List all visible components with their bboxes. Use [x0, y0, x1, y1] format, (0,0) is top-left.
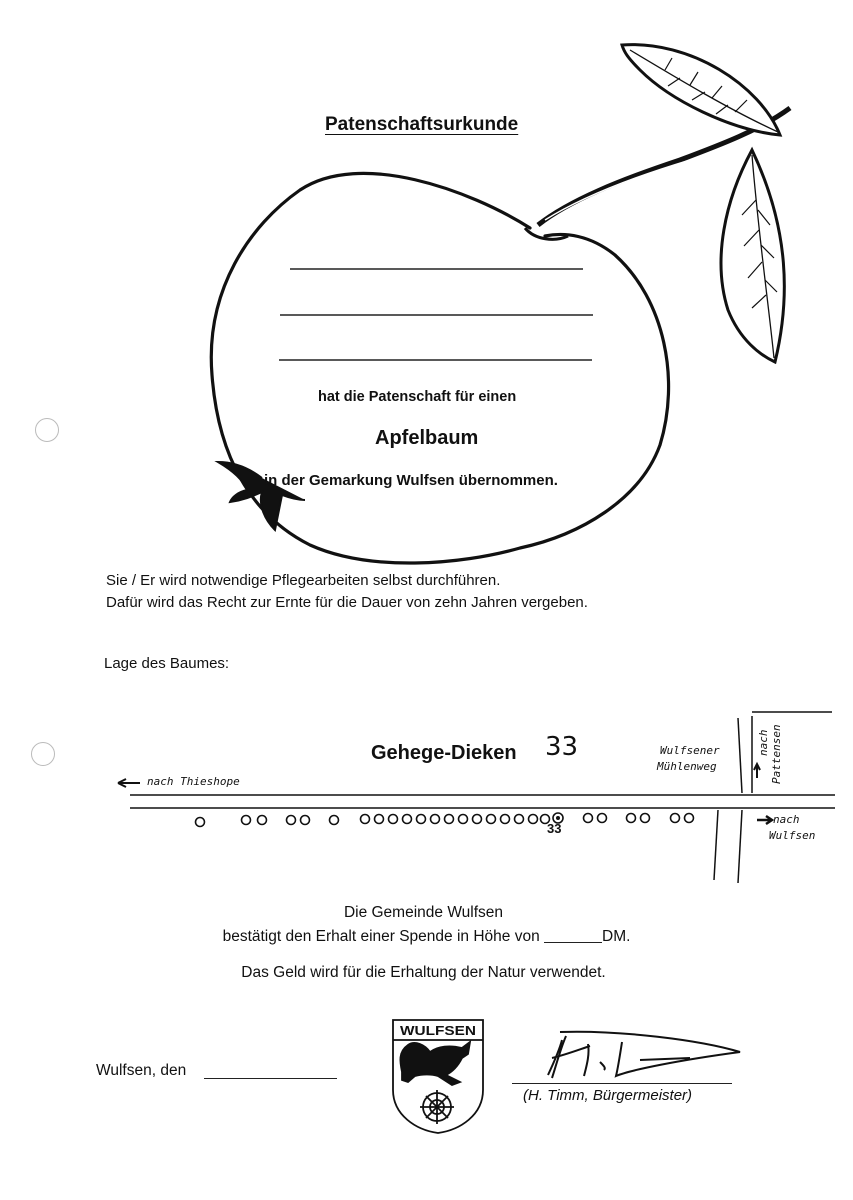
- currency: DM.: [602, 928, 631, 945]
- district-line: in der Gemarkung Wulfsen übernommen.: [264, 472, 558, 489]
- signature: [548, 1032, 740, 1078]
- location-map: [118, 712, 835, 883]
- signatory-name: (H. Timm, Bürgermeister): [523, 1087, 693, 1104]
- punch-hole-top: [35, 418, 59, 442]
- tree-number-handwritten: 33: [545, 732, 579, 762]
- tree-type: Apfelbaum: [375, 427, 479, 449]
- label-nach-wulfsen-2: Wulfsen: [769, 829, 816, 842]
- date-blank[interactable]: [204, 1078, 337, 1079]
- certificate-title: Patenschaftsurkunde: [325, 114, 519, 135]
- sponsorship-line: hat die Patenschaft für einen: [318, 389, 517, 405]
- coat-of-arms-text: WULFSEN: [400, 1023, 476, 1038]
- duties-line-2: Dafür wird das Recht zur Ernte für die Dauer von zehn Jahren vergeben.: [106, 594, 588, 611]
- label-nach-pattensen-1: nach: [757, 729, 770, 756]
- location-heading: Lage des Baumes:: [104, 655, 230, 672]
- duties-line-1: Sie / Er wird notwendige Pflegearbeiten selbst durchführen.: [106, 572, 501, 589]
- donation-amount-blank[interactable]: [544, 942, 602, 943]
- road-name: Gehege-Dieken: [371, 742, 517, 764]
- label-nach-thieshope: nach Thieshope: [147, 775, 240, 788]
- tree-mark-number: 33: [547, 821, 562, 836]
- municipality-name: Die Gemeinde Wulfsen: [343, 904, 504, 921]
- punch-hole-bottom: [31, 742, 55, 766]
- label-nach-wulfsen-1: nach: [773, 813, 800, 826]
- signature-line: [512, 1083, 732, 1084]
- leaf-right: [721, 150, 784, 362]
- receipt-prefix: bestätigt den Erhalt einer Spende in Höhe von: [222, 928, 540, 945]
- label-muehlenweg: Mühlenweg: [657, 760, 717, 773]
- label-nach-pattensen-2: Pattensen: [770, 724, 783, 784]
- place-date-label: Wulfsen, den: [96, 1062, 187, 1079]
- label-wulfsener: Wulfsener: [660, 744, 720, 757]
- receipt-line: [0, 928, 853, 946]
- usage-statement: Das Geld wird für die Erhaltung der Natur verwendet.: [241, 964, 606, 981]
